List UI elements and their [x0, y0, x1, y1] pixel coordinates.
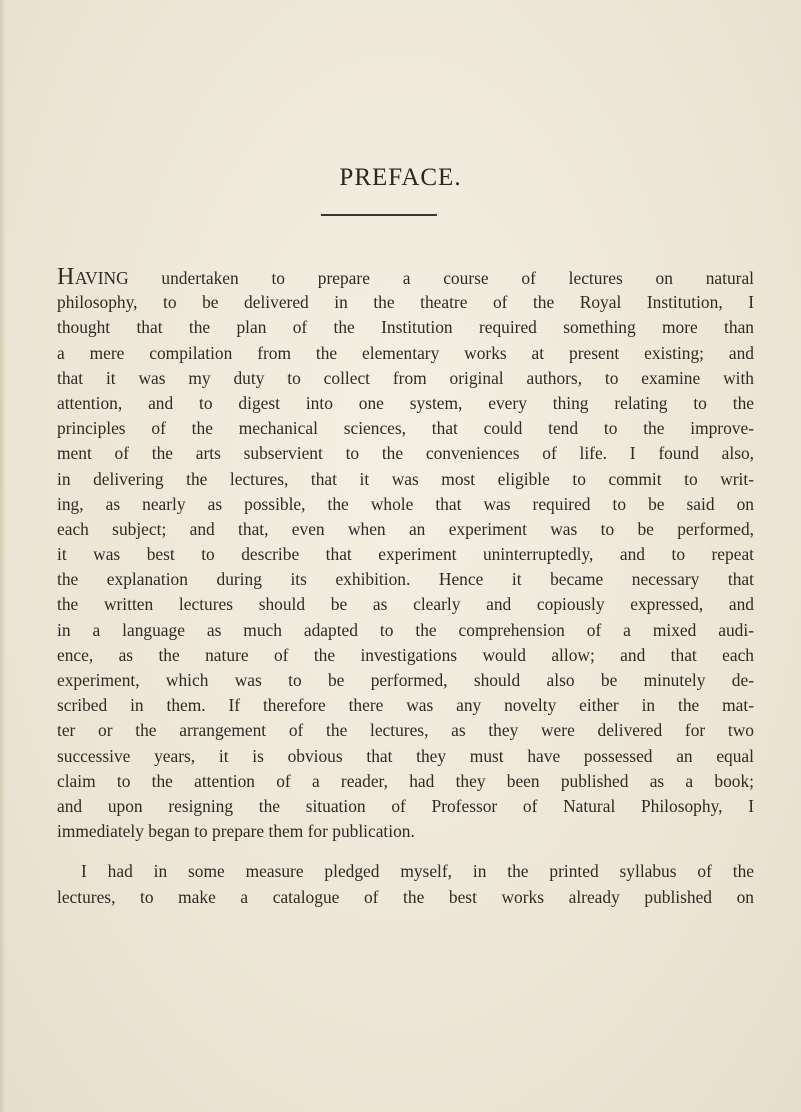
text-line: that it was my duty to collect from original authors, to examine with — [57, 367, 754, 388]
text-line: the explanation during its exhibition. Hence it became necessary that — [57, 569, 754, 590]
paragraph-gap — [57, 844, 754, 859]
text-line: experiment, which was to be performed, should also be minutely de- — [57, 670, 754, 690]
text-line: it was best to describe that experiment uninterruptedly, and to repeat — [57, 544, 754, 565]
text-line: ence, as the nature of the investigations would allow; and that each — [57, 644, 754, 665]
text-line: philosophy, to be delivered in the theatre of the Royal Institution, I — [57, 292, 754, 313]
text-line: ter or the arrangement of the lectures, as they were delivered for two — [57, 720, 754, 741]
paragraph-2 — [57, 859, 754, 909]
text-line: claim to the attention of a reader, had they been published as a book; — [57, 770, 754, 791]
text-line: ment of the arts subservient to the conveniences of life. I found also, — [57, 443, 754, 464]
text-line: thought that the plan of the Institution required something more than — [57, 317, 754, 338]
drop-initial: H — [57, 265, 75, 290]
text-line: I had in some measure pledged myself, in the printed syllabus of the — [81, 861, 754, 882]
text-line — [57, 265, 754, 290]
text-line: a mere compilation from the elementary works at present existing; and — [57, 342, 754, 363]
text-line: attention, and to digest into one system, every thing relating to the — [57, 392, 754, 413]
text-line: principles of the mechanical sciences, that could tend to the improve- — [57, 418, 754, 439]
text-line: and upon resigning the situation of Professor of Natural Philosophy, I — [57, 795, 754, 816]
text-line: immediately began to prepare them for publication. — [57, 821, 415, 842]
body-text — [57, 265, 754, 910]
text-line: in delivering the lectures, that it was most eligible to commit to writ- — [57, 468, 754, 489]
page-title: PREFACE. — [339, 164, 462, 191]
title-rule — [321, 214, 437, 216]
text-line: scribed in them. If therefore there was any novelty either in the mat- — [57, 695, 754, 716]
paragraph-1 — [57, 265, 754, 844]
text-line: the written lectures should be as clearly and copiously expressed, and — [57, 594, 754, 615]
text-line-content: AVING undertaken to prepare a course of lectures on natural — [74, 268, 754, 288]
text-line: successive years, it is obvious that they must have possessed an equal — [57, 745, 754, 766]
text-line: each subject; and that, even when an experiment was to be performed, — [57, 518, 754, 539]
text-line: lectures, to make a catalogue of the best works already published on — [57, 886, 754, 907]
text-line: in a language as much adapted to the comprehension of a mixed audi- — [57, 619, 754, 640]
text-line: ing, as nearly as possible, the whole that was required to be said on — [57, 493, 754, 514]
